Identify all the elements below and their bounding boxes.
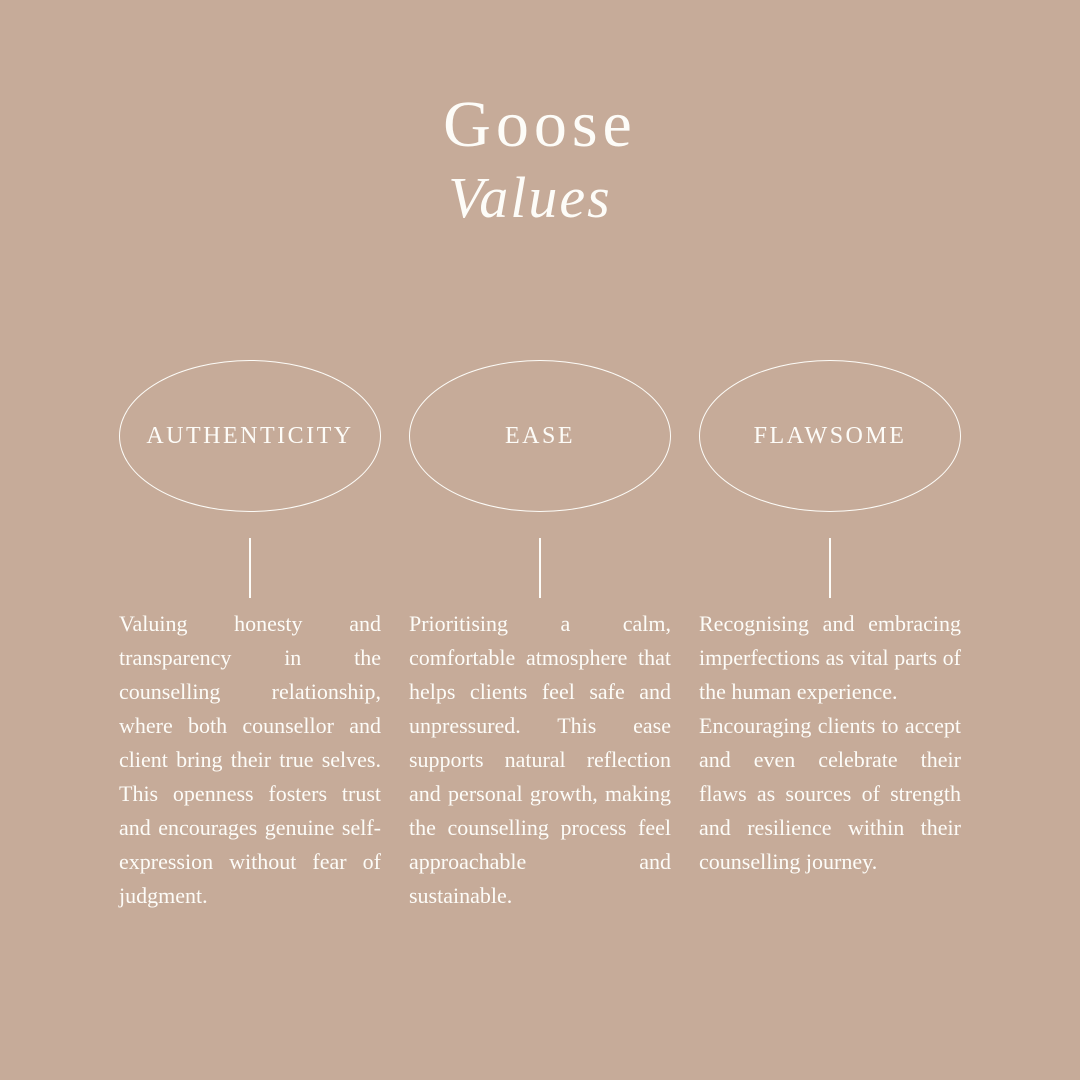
paragraph: Valuing honesty and transparency in the counselling relationship, where both counsellor and client bring their true selves. This openness fosters trust and encourages genuine self-expression without fear of judgment. <box>119 611 381 908</box>
value-column-flawsome <box>699 360 961 913</box>
ellipse-badge-flawsome <box>699 360 961 512</box>
value-column-authenticity <box>119 360 381 913</box>
paragraph: Prioritising a calm, comfortable atmosphere that helps clients feel safe and unpressured. This ease supports natural reflection and personal growth, making the counselling process feel approachable and sustainable. <box>409 611 671 908</box>
value-label-ease: EASE <box>505 422 575 449</box>
page-title: Values <box>448 165 612 230</box>
brand-wordmark: Goose <box>443 88 637 161</box>
value-label-flawsome: FLAWSOME <box>753 422 907 449</box>
values-columns <box>119 360 961 913</box>
paragraph: Encouraging clients to accept and even celebrate their flaws as sources of strength and resilience within their counselling journey. <box>699 713 961 874</box>
paragraph: Recognising and embracing imperfections as vital parts of the human experience. <box>699 611 961 704</box>
connector-line <box>539 538 541 598</box>
value-description-ease <box>409 607 671 913</box>
header <box>0 0 1080 228</box>
value-column-ease <box>409 360 671 913</box>
connector-line <box>249 538 251 598</box>
value-label-authenticity: AUTHENTICITY <box>146 422 354 449</box>
value-description-flawsome <box>699 607 961 879</box>
ellipse-badge-ease <box>409 360 671 512</box>
connector-line <box>829 538 831 598</box>
ellipse-badge-authenticity <box>119 360 381 512</box>
value-description-authenticity <box>119 607 381 913</box>
